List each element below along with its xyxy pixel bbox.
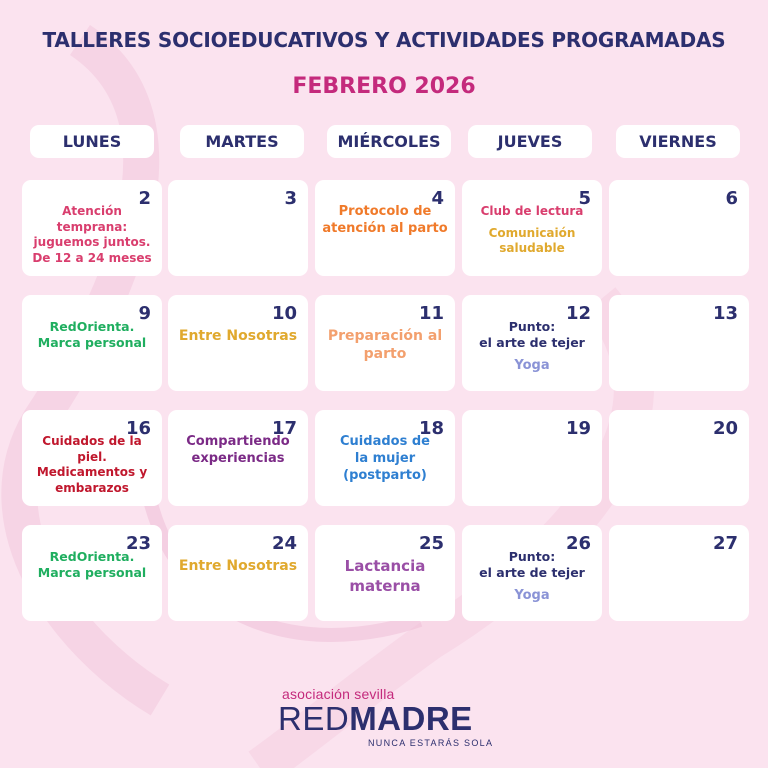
event-label: Punto: el arte de tejer — [479, 319, 585, 351]
day-number: 23 — [125, 533, 151, 554]
day-events — [172, 557, 304, 575]
calendar-day-cell — [168, 295, 308, 391]
day-number: 19 — [565, 418, 591, 439]
calendar-day-cell — [22, 525, 162, 621]
day-events — [319, 204, 451, 238]
day-number: 9 — [138, 303, 151, 324]
calendar-day-cell — [609, 295, 749, 391]
day-events — [319, 327, 451, 363]
day-number: 10 — [271, 303, 297, 324]
day-number: 13 — [712, 303, 738, 324]
event-label: Entre Nosotras — [178, 558, 298, 574]
calendar-day-cell — [168, 180, 308, 276]
day-number: 26 — [565, 533, 591, 554]
day-events — [172, 327, 304, 345]
event-label: Cuidados de la piel. Medicamentos y embarazos — [36, 434, 148, 495]
calendar-day-cell — [462, 295, 602, 391]
event-label: Lactancia materna — [344, 557, 426, 595]
calendar-day-cell — [315, 295, 455, 391]
weekday-header-4: JUEVES — [468, 125, 592, 158]
day-events — [319, 557, 451, 596]
weekday-header-5: VIERNES — [616, 125, 740, 158]
day-events — [26, 319, 158, 352]
weekday-header-2: MARTES — [180, 125, 304, 158]
calendar-day-cell — [462, 180, 602, 276]
event-label: Compartiendo experiencias — [186, 434, 290, 466]
day-number: 12 — [565, 303, 591, 324]
logo-association-text: asociación sevilla — [282, 686, 395, 702]
day-number: 4 — [431, 188, 444, 209]
day-number: 24 — [271, 533, 297, 554]
day-number: 5 — [578, 188, 591, 209]
event-label: Yoga — [514, 587, 550, 603]
day-number: 18 — [418, 418, 444, 439]
day-number: 16 — [125, 418, 151, 439]
day-number: 20 — [712, 418, 738, 439]
event-label: Preparación al parto — [327, 328, 443, 363]
event-label: Cuidados de la mujer (postparto) — [340, 434, 430, 483]
day-events — [26, 204, 158, 266]
weekday-header-1: LUNES — [30, 125, 154, 158]
calendar-day-cell — [609, 525, 749, 621]
calendar-day-cell — [462, 525, 602, 621]
day-events — [26, 434, 158, 496]
event-label: Comunicaión saludable — [488, 225, 576, 256]
day-number: 6 — [725, 188, 738, 209]
event-label: Yoga — [514, 357, 550, 373]
day-events — [26, 549, 158, 582]
day-number: 25 — [418, 533, 444, 554]
event-label: Protocolo de atención al parto — [322, 204, 448, 236]
event-label: Club de lectura — [480, 204, 584, 218]
calendar-day-cell — [315, 410, 455, 506]
calendar-day-cell — [168, 525, 308, 621]
event-label: Atención temprana: juguemos juntos. De 12 a 24 meses — [32, 204, 152, 265]
weekday-header-3: MIÉRCOLES — [327, 125, 451, 158]
calendar-day-cell — [609, 180, 749, 276]
day-number: 11 — [418, 303, 444, 324]
logo-wordmark: REDMADRE — [278, 700, 473, 737]
calendar-day-cell — [609, 410, 749, 506]
day-events — [319, 434, 451, 485]
calendar-day-cell — [315, 525, 455, 621]
day-events — [172, 434, 304, 468]
calendar-day-cell — [22, 410, 162, 506]
logo-tagline: NUNCA ESTARÁS SOLA — [368, 738, 494, 748]
day-number: 2 — [138, 188, 151, 209]
day-number: 3 — [284, 188, 297, 209]
calendar-day-cell — [22, 295, 162, 391]
month-subtitle: FEBRERO 2026 — [292, 74, 476, 99]
day-number: 17 — [271, 418, 297, 439]
day-events — [466, 204, 598, 257]
calendar-day-cell — [168, 410, 308, 506]
event-label: Entre Nosotras — [178, 328, 298, 344]
calendar-day-cell — [315, 180, 455, 276]
page-title: TALLERES SOCIOEDUCATIVOS Y ACTIVIDADES PROGRAMADAS — [42, 28, 726, 52]
calendar-day-cell — [22, 180, 162, 276]
event-label: RedOrienta. Marca personal — [37, 319, 147, 351]
day-events — [466, 319, 598, 374]
event-label: Punto: el arte de tejer — [479, 549, 585, 581]
calendar-day-cell — [462, 410, 602, 506]
day-events — [466, 549, 598, 604]
day-number: 27 — [712, 533, 738, 554]
redmadre-logo — [270, 686, 500, 756]
event-label: RedOrienta. Marca personal — [37, 549, 147, 581]
